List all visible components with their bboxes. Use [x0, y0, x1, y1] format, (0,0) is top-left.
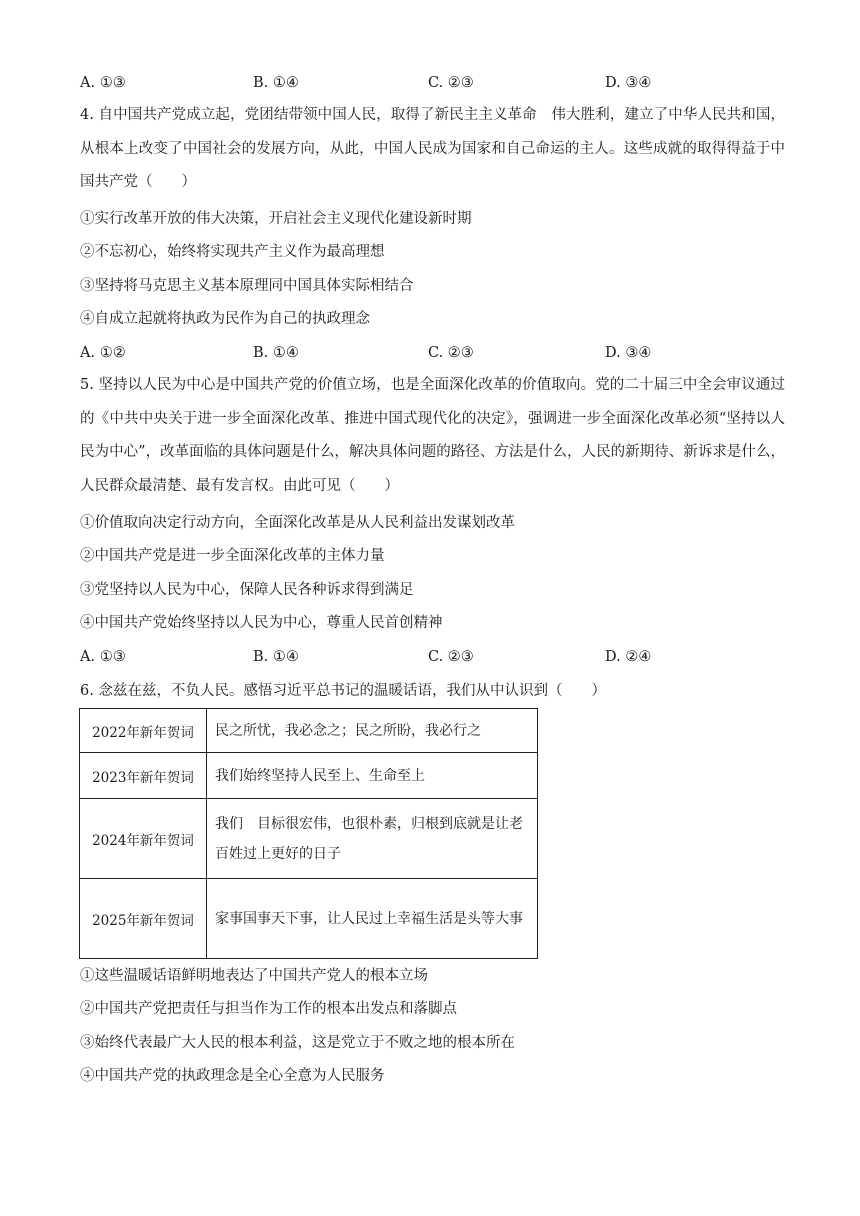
- table-year-cell: 2025年新年贺词: [80, 879, 207, 959]
- table-quote-cell: 家事国事天下事，让人民过上幸福生活是头等大事: [207, 879, 538, 959]
- q4-option-c: C. ②③: [428, 345, 474, 361]
- q4-item-1: ①实行改革开放的伟大决策，开启社会主义现代化建设新时期: [80, 211, 472, 227]
- table-row: [80, 709, 538, 753]
- q5-item-1: ①价值取向决定行动方向，全面深化改革是从人民利益出发谋划改革: [80, 515, 515, 531]
- q3-option-a: A. ①③: [80, 75, 126, 91]
- q4-option-b: B. ①④: [253, 345, 299, 361]
- q4-item-4: ④自成立起就将执政为民作为自己的执政理念: [80, 311, 370, 327]
- table-row: [80, 799, 538, 879]
- q5-item-4: ④中国共产党始终坚持以人民为中心，尊重人民首创精神: [80, 615, 443, 631]
- table-quote-cell: 我们 目标很宏伟，也很朴素，归根到底就是让老百姓过上更好的日子: [207, 799, 538, 879]
- q5-option-c: C. ②③: [428, 649, 474, 665]
- q3-option-b: B. ①④: [253, 75, 299, 91]
- new-year-speech-table: [79, 708, 538, 959]
- q5-option-d: D. ②④: [605, 649, 652, 665]
- q3-option-c: C. ②③: [428, 75, 474, 91]
- table-row: [80, 753, 538, 799]
- q5-option-a: A. ①③: [80, 649, 126, 665]
- table-row: [80, 879, 538, 959]
- table-quote-cell: 民之所忧，我必念之；民之所盼，我必行之: [207, 709, 538, 753]
- q5-item-3: ③党坚持以人民为中心，保障人民各种诉求得到满足: [80, 582, 414, 598]
- q6-item-1: ①这些温暖话语鲜明地表达了中国共产党人的根本立场: [80, 968, 428, 984]
- q5-option-b: B. ①④: [253, 649, 299, 665]
- table-year-cell: 2024年新年贺词: [80, 799, 207, 879]
- q5-item-2: ②中国共产党是进一步全面深化改革的主体力量: [80, 548, 385, 564]
- table-year-cell: 2022年新年贺词: [80, 709, 207, 753]
- q4-stem: 4. 自中国共产党成立起，党团结带领中国人民，取得了新民主主义革命 伟大胜利，建立了中华人民共和国，从根本上改变了中国社会的发展方向，从此，中国人民成为国家和自己命运的主人。这些成就的取得得益于中国共产党（ ）: [80, 107, 785, 190]
- q6-item-4: ④中国共产党的执政理念是全心全意为人民服务: [80, 1068, 385, 1084]
- q3-option-d: D. ③④: [605, 75, 652, 91]
- table-quote-cell: 我们始终坚持人民至上、生命至上: [207, 753, 538, 799]
- q4-option-a: A. ①②: [80, 345, 126, 361]
- table-year-cell: 2023年新年贺词: [80, 753, 207, 799]
- q6-item-2: ②中国共产党把责任与担当作为工作的根本出发点和落脚点: [80, 1001, 457, 1017]
- q6-stem: 6. 念兹在兹，不负人民。感悟习近平总书记的温暖话语，我们从中认识到（ ）: [80, 683, 606, 699]
- q4-item-3: ③坚持将马克思主义基本原理同中国具体实际相结合: [80, 278, 414, 294]
- q6-item-3: ③始终代表最广大人民的根本利益，这是党立于不败之地的根本所在: [80, 1035, 515, 1051]
- q4-item-2: ②不忘初心，始终将实现共产主义作为最高理想: [80, 244, 385, 260]
- q5-stem: 5. 坚持以人民为中心是中国共产党的价值立场，也是全面深化改革的价值取向。党的二十届三中全会审议通过的《中共中央关于进一步全面深化改革、推进中国式现代化的决定》，强调进一步全面深化改革必须“坚持以人民为中心”，改革面临的具体问题是什么，解决具体问题的路径、方法是什么，人民的新期待、新诉求是什么，人民群众最清楚、最有发言权。由此可见（ ）: [80, 377, 785, 494]
- q4-option-d: D. ③④: [605, 345, 652, 361]
